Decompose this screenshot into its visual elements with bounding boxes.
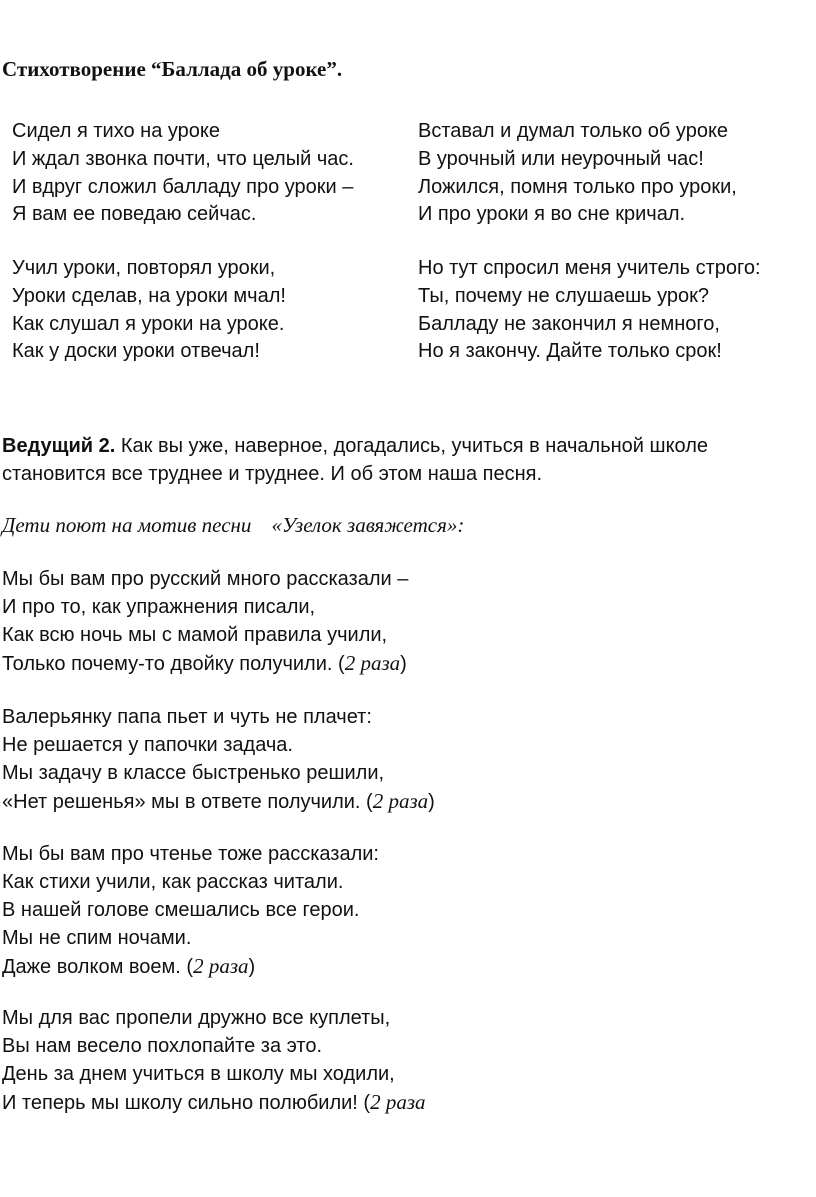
song-verse-3 (2, 840, 379, 981)
poem-line: Ложился, помня только про уроки, (418, 175, 737, 198)
song-verse-1 (2, 565, 408, 678)
song-line-text: Даже волком воем. ( (2, 956, 194, 978)
song-line (2, 952, 379, 981)
song-tune-name: «Узелок завяжется»: (271, 513, 465, 537)
song-line-text: «Нет решенья» мы в ответе получили. ( (2, 791, 373, 813)
host-text: Как вы уже, наверное, догадались, учиться в начальной школе становится все труднее и труднее. И об этом наша песня. (2, 435, 709, 485)
song-line: И про то, как упражнения писали, (2, 596, 316, 618)
poem-line: Учил уроки, повторял уроки, (12, 257, 276, 279)
poem-line: Как слушал я уроки на уроке. (12, 312, 285, 335)
song-line: Мы задачу в классе быстренько решили, (2, 762, 385, 784)
poem-stanza-left-1 (12, 118, 354, 229)
song-line: Мы для вас пропели дружно все куплеты, (2, 1007, 391, 1029)
poem-line: Балладу не закончил я немного, (418, 312, 720, 335)
repeat-note: 2 раза (193, 954, 249, 978)
poem-line: Ты, почему не слушаешь урок? (418, 284, 710, 307)
song-line: В нашей голове смешались все герои. (2, 899, 360, 921)
song-line-text: Только почему-то двойку получили. ( (2, 653, 345, 675)
poem-line: Но тут спросил меня учитель строго: (418, 257, 761, 279)
repeat-close: ) (248, 956, 256, 978)
poem-stanza-right-2 (418, 255, 761, 366)
poem-line: Но я закончу. Дайте только срок! (418, 340, 722, 363)
song-line: День за днем учиться в школу мы ходили, (2, 1063, 395, 1085)
repeat-close: ) (428, 791, 435, 813)
repeat-note: 2 раза (344, 651, 401, 675)
song-line: Не решается у папочки задача. (2, 734, 293, 756)
poem-title: Стихотворение “Баллада об уроке”. (2, 57, 343, 81)
repeat-close: ) (400, 653, 407, 675)
speaker-label: Ведущий 2. (2, 435, 116, 457)
stage-direction-text: Дети поют на мотив песни (2, 513, 252, 537)
song-line (2, 787, 435, 816)
host-paragraph (2, 432, 814, 488)
song-line: Мы не спим ночами. (2, 927, 192, 949)
song-line: Мы бы вам про чтенье тоже рассказали: (2, 843, 379, 865)
repeat-note: 2 раза (372, 789, 429, 813)
song-line (2, 649, 408, 678)
song-line: Как стихи учили, как рассказ читали. (2, 871, 344, 893)
repeat-note: 2 раза (370, 1090, 426, 1114)
song-line: Вы нам весело похлопайте за это. (2, 1035, 323, 1057)
poem-line: Я вам ее поведаю сейчас. (12, 203, 257, 226)
poem-line: И про уроки я во сне кричал. (418, 203, 686, 226)
poem-line: И ждал звонка почти, что целый час. (12, 147, 354, 170)
song-verse-4 (2, 1004, 426, 1117)
stage-direction (2, 511, 464, 539)
song-line: Мы бы вам про русский много рассказали – (2, 568, 409, 590)
song-line (2, 1088, 426, 1117)
poem-stanza-left-2 (12, 255, 286, 366)
song-line-text: И теперь мы школу сильно полюбили! ( (2, 1092, 371, 1114)
song-line: Как всю ночь мы с мамой правила учили, (2, 624, 388, 646)
song-line: Валерьянку папа пьет и чуть не плачет: (2, 706, 372, 728)
poem-line: В урочный или неурочный час! (418, 147, 704, 170)
poem-line: Как у доски уроки отвечал! (12, 340, 260, 363)
poem-line: Вставал и думал только об уроке (418, 120, 729, 142)
poem-line: И вдруг сложил балладу про уроки – (12, 175, 354, 198)
poem-line: Сидел я тихо на уроке (12, 120, 220, 142)
poem-line: Уроки сделав, на уроки мчал! (12, 284, 286, 307)
song-verse-2 (2, 703, 435, 816)
poem-stanza-right-1 (418, 118, 737, 229)
